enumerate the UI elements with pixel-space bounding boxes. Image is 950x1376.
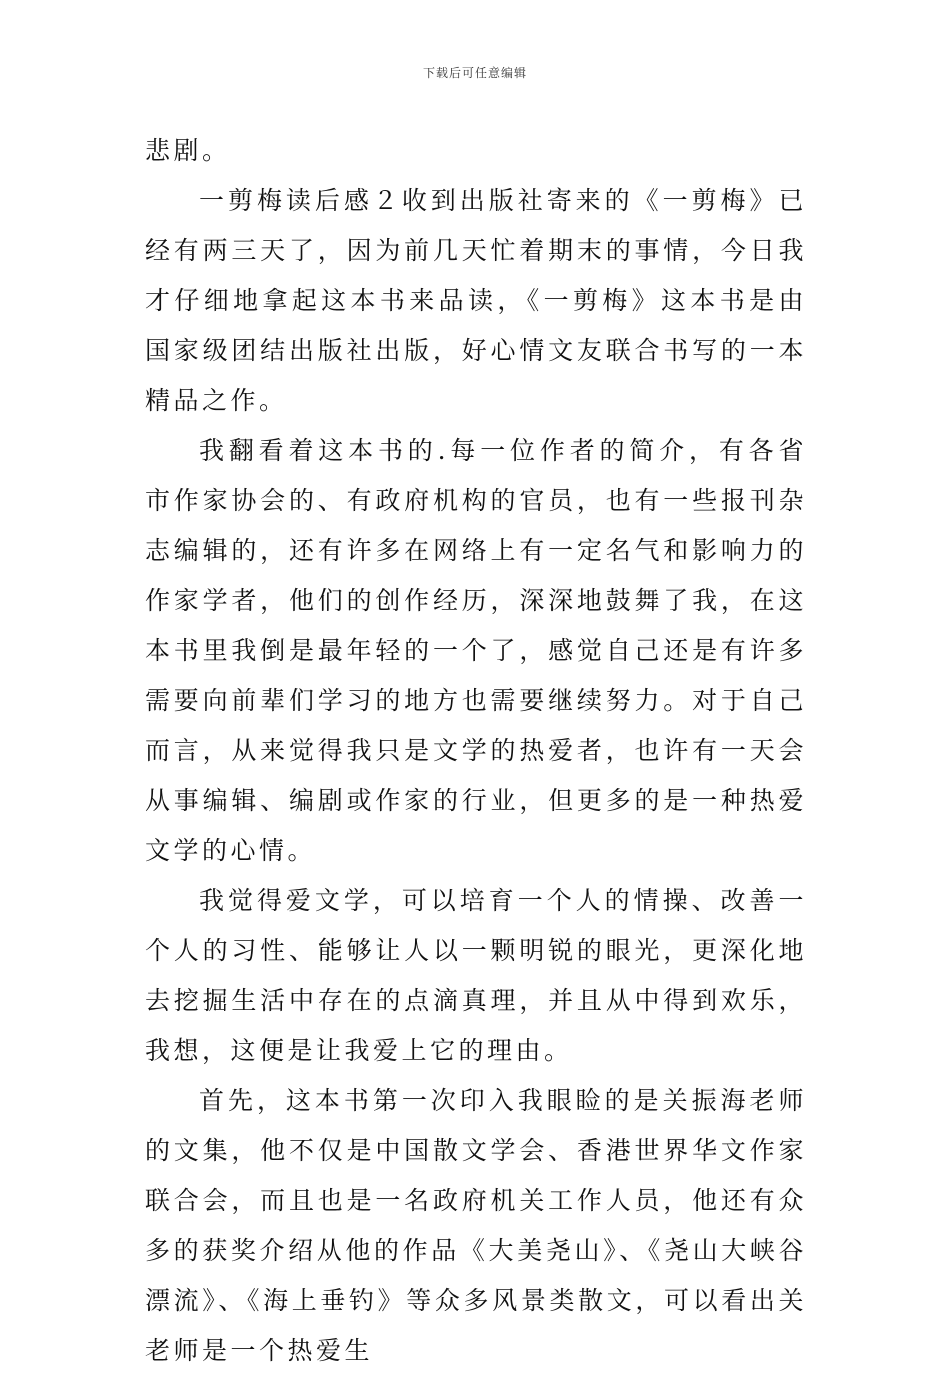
paragraph-continuation: 悲剧。	[145, 136, 231, 165]
paragraph-love-literature: 我觉得爱文学，可以培育一个人的情操、改善一个人的习性、能够让人以一颗明锐的眼光，更深化地去挖掘生活中存在的点滴真理，并且从中得到欢乐，我想，这便是让我爱上它的理由。	[145, 886, 807, 1065]
paragraph-guan-zhenhai: 首先，这本书第一次印入我眼睑的是关振海老师的文集，他不仅是中国散文学会、香港世界华文作家联合会，而且也是一名政府机关工作人员，他还有众多的获奖介绍从他的作品《大美尧山》、《尧山大峡谷漂流》、《海上垂钓》等众多风景类散文，可以看出关老师是一个热爱生	[145, 1086, 807, 1365]
page-header: 下载后可任意编辑	[422, 66, 527, 80]
paragraph-review-intro: 一剪梅读后感２收到出版社寄来的《一剪梅》已经有两三天了，因为前几天忙着期末的事情，今日我才仔细地拿起这本书来品读，《一剪梅》这本书是由国家级团结出版社出版，好心情文友联合书写的一本精品之作。	[145, 186, 807, 415]
body-text	[145, 126, 807, 1376]
paragraph-authors: 我翻看着这本书的.每一位作者的简介，有各省市作家协会的、有政府机构的官员，也有一些报刊杂志编辑的，还有许多在网络上有一定名气和影响力的作家学者，他们的创作经历，深深地鼓舞了我，在这本书里我倒是最年轻的一个了，感觉自己还是有许多需要向前辈们学习的地方也需要继续努力。对于自己而言，从来觉得我只是文学的热爱者，也许有一天会从事编辑、编剧或作家的行业，但更多的是一种热爱文学的心情。	[145, 436, 807, 865]
